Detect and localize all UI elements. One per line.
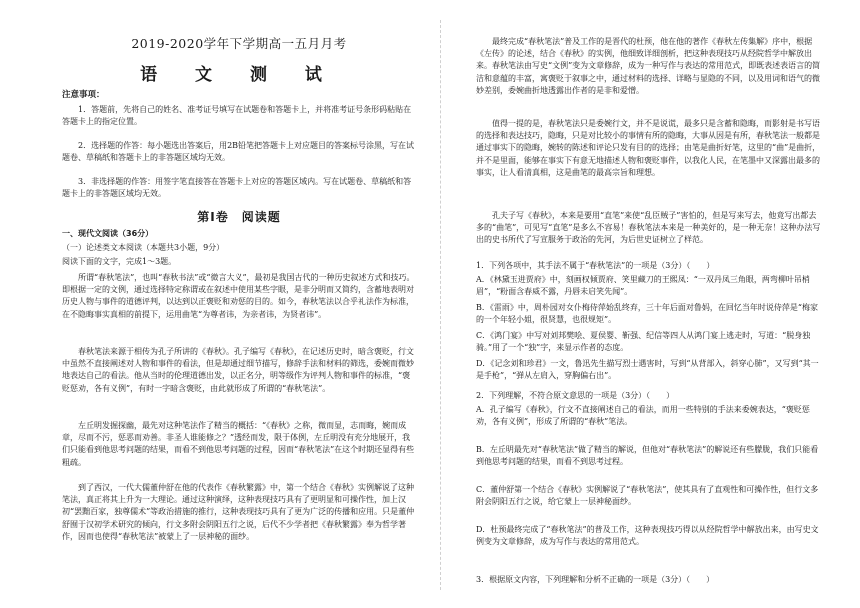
question-2-option-c: C．董仲舒第一个结合《春秋》实例解说了“春秋笔法”，使其具有了直观性和可操作性，但行文多附会阴阳五行之说，给它蒙上一层神秘面纱。 [476, 485, 819, 507]
notice-item-1: 1．答题前，先将自己的姓名、准考证号填写在试题卷和答题卡上，并将准考证号条形码粘贴在答题卡上的指定位置。 [62, 105, 412, 127]
notice-item-3: 3．非选择题的作答：用签字笔直接答在答题卡上对应的答题区域内。写在试题卷、草稿纸和答题卡上的非答题区域均无效。 [62, 177, 412, 199]
question-1-option-d: D．《记念刘和珍君》一文，鲁迅先生描写烈士遇害时，写到“从背部入，斜穿心肺”，又写到“其一是手枪”，“弹从左肩入，穿胸偏右出”。 [476, 359, 819, 381]
question-3-stem: 3．根据原文内容，下列理解和分析不正确的一项是（3分）（ ） [476, 575, 715, 584]
exam-title: 2019-2020学年下学期高一五月月考 [131, 36, 347, 51]
question-2-option-b: B．左丘明最先对“春秋笔法”做了精当的解说，但他对“春秋笔法”的解说还有些朦胧，我们只能看到他思考问题的结果，而看不到思考过程。 [476, 445, 819, 467]
passage-paragraph-3: 左丘明发掘探幽，最先对这种笔法作了精当的概括：“《春秋》之称，微而显，志而晦，婉而成章，尽而不污，惩恶而劝善。非圣人谁能修之？”透经而发，限于体例，左丘明没有充分地展开，我们只能看到他思考问题的结果，而看不到他思考问题的过程，因而“春秋笔法”在这个时期还显得有些粗疏。 [62, 421, 415, 467]
passage-paragraph-1: 所谓“春秋笔法”，也叫“春秋书法”或“微言大义”，最初是我国古代的一种历史叙述方式和技巧。即根据一定的文例，通过选择特定称谓或在叙述中使用某些字眼，是非分明而又简约，含蓄地表明对历史人物与事件的道德评判，以达到以正褒贬和劝惩的目的。如今，春秋笔法以合乎礼法作为标准，在不隐晦事实真相的前提下，运用曲笔“为尊者讳，为亲者讳，为贤者讳”。 [62, 273, 415, 319]
exam-subject-title: 语 文 测 试 [140, 65, 338, 85]
question-1-option-b: B．《雷雨》中，周朴园对女仆梅侍萍始乱终弃，三十年后面对鲁妈，在回忆当年时说侍萍是“梅家的一个年轻小姐，很贤慧，也很规矩”。 [476, 303, 818, 325]
passage-paragraph-4: 到了西汉，一代大儒董仲舒在他的代表作《春秋繁露》中，第一个结合《春秋》实例解说了这种笔法，真正将其上升为一大理论。通过这种演绎，这种表现技巧具有了更明显和可操作性，加上汉初“罢黜百家，独尊儒术”等政治措施的推行，这种表现技巧具有了更为广泛的传播和应用。只是董仲舒囿于汉初学术研究的倾向，行文多附会阴阳五行之说，后代不少学者把《春秋繁露》奉为哲学著作，因而也使得“春秋笔法”被蒙上了一层神秘的面纱。 [62, 483, 415, 541]
question-1-option-c: C．《鸿门宴》中写对刘邦樊哙、夏侯婴、靳强、纪信等四人从鸿门宴上逃走时，写道：“脱身独骑。”用了一个“独”字，来显示作者的态度。 [476, 331, 811, 353]
question-1-stem: 1．下列各项中，其手法不属于“春秋笔法”的一项是（3分）（ ） [476, 261, 715, 270]
column-divider [440, 20, 441, 590]
question-2-option-d: D．杜预最终完成了“春秋笔法”的普及工作，这种表现技巧得以从经院哲学中解放出来，由写史文例变为文章修辞，成为写作与表达的常用范式。 [476, 525, 819, 547]
section-title: 第Ⅰ卷 阅读题 [197, 210, 281, 224]
question-1-option-a: A．《林黛玉进贾府》中，刻画权倾贾府、笑里藏刀的王熙凤：“一双丹凤三角眼，两弯柳叶吊梢眉”，“粉面含春威不露，丹唇未启笑先闻”。 [476, 275, 810, 297]
question-2-option-a: A．孔子编写《春秋》，行文不直接阐述自己的看法，而用一些特别的手法来委婉表达，“褒贬惩劝，各有义例”，形成了所谓的“春秋”笔法。 [476, 405, 810, 427]
part1-heading: 一、现代文阅读（36分） [62, 229, 154, 238]
notice-label: 注意事项： [62, 90, 105, 100]
notice-item-2: 2．选择题的作答：每小题选出答案后，用2B铅笔把答题卡上对应题目的答案标号涂黑，写在试题卷、草稿纸和答题卡上的非答题区域均无效。 [62, 141, 415, 163]
question-2-stem: 2．下列理解，不符合原文意思的一项是（3分）（ ） [476, 391, 675, 400]
right-paragraph-1: 最终完成“春秋笔法”普及工作的是晋代的杜预，他在他的著作《春秋左传集解》序中，根据《左传》的论述，结合《春秋》的实例，他细致详细剖析，把这种表现技巧从经院哲学中解放出来。春秋笔法由写史“文例”变为文章修辞，成为一种写作与表达的常用范式，即既表述表语言的简洁和意蕴的丰富，寓褒贬于叙事之中，通过材料的选择、详略与显隐的不同，以及用词和语气的微妙差别，委婉曲折地透露出作者的是非和爱憎。 [476, 37, 821, 95]
right-paragraph-3: 孔夫子写《春秋》，本来是要用“直笔”来使“乱臣贼子”害怕的，但是写来写去，他竟写出都去多的“曲笔”，可见写“直笔”是多么不容易！春秋笔法本来是一种美好的，是一种无奈！这种办法写出的史书所代了写宣服务于政治的先河，为后世史证树立了样范。 [476, 211, 821, 245]
part1-sub: （一）论述类文本阅读（本题共3小题，9分） [62, 243, 225, 252]
right-paragraph-2: 值得一提的是，春秋笔法只是委婉行文，并不是说谎，最多只是含蓄和隐晦，而影射是书写语的选择和表达技巧，隐晦，只是对比较小的事情有所的隐晦，大事从因是有所，春秋笔法一般都是通过事实下的隐晦，婉转的陈述和评论只发有目的的选择；由笔是曲折好笔，这里的“曲”是曲折，并不是里面，能够在事实下有意无地描述人物和褒贬事件，以我化人民，在笔墨中又深露出最多的事实，让人看清真相，这是曲笔的最高宗旨和理想。 [476, 119, 821, 177]
part1-instruction: 阅读下面的文字，完成1～3题。 [62, 257, 177, 266]
passage-paragraph-2: 春秋笔法来源于相传为孔子所讲的《春秋》。孔子编写《春秋》，在记述历史时，暗含褒贬，行文中虽然不直接阐述对人物和事件的看法，但是却通过细节描写，修辞手法和材料的筛选，委婉而微妙地表达自己的看法。他从当时的伦理道德出发，以正名分，明等级作为评判人物和事件的标准，“褒贬惩劝，各有义例”，有时一字暗含褒贬，由此就形成了所谓的“春秋笔法”。 [62, 347, 414, 393]
